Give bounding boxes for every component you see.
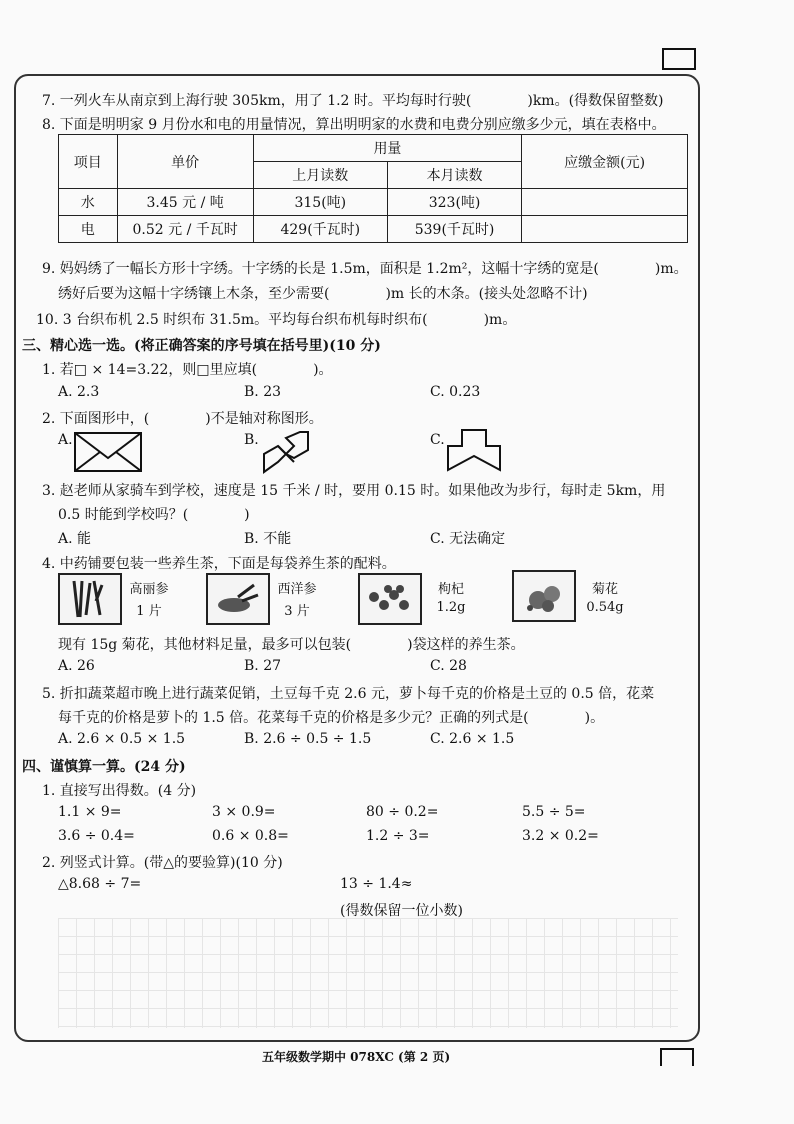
- choice-1-option-a: A. 2.3: [58, 384, 100, 400]
- choice-2-option-a: A.: [58, 432, 73, 448]
- chrysanthemum-image: [512, 570, 576, 622]
- calc-2-note: (得数保留一位小数): [340, 903, 463, 919]
- choice-1-option-c: C. 0.23: [430, 384, 481, 400]
- calc-item: 5.5 ÷ 5=: [522, 804, 586, 820]
- chrysanthemum-flower-icon: [514, 572, 574, 620]
- usage-table: [58, 134, 688, 243]
- herb-3-amount: 1.2g: [436, 600, 466, 615]
- choice-4-question-line2: 现有 15g 菊花，其他材料足量，最多可以包装( )袋这样的养生茶。: [58, 637, 525, 653]
- calc-2-left: △8.68 ÷ 7=: [58, 876, 142, 892]
- header-last-reading: 上月读数: [253, 162, 387, 189]
- american-ginseng-image: [206, 573, 270, 625]
- herb-4-amount: 0.54g: [586, 600, 624, 615]
- choice-4-option-b: B. 27: [244, 658, 282, 674]
- table-row-power: [59, 216, 688, 243]
- calc-item: 3 × 0.9=: [212, 804, 276, 820]
- choice-4-option-a: A. 26: [58, 658, 95, 674]
- cell-item: 水: [59, 189, 118, 216]
- goji-berries-icon: [360, 575, 420, 623]
- calc-item: 1.1 × 9=: [58, 804, 122, 820]
- cell-this: 323(吨): [387, 189, 521, 216]
- page-footer: 五年级数学期中 078XC (第 2 页): [262, 1050, 451, 1064]
- ginseng-image: [58, 573, 122, 625]
- calc-item: 80 ÷ 0.2=: [366, 804, 439, 820]
- question-8: 8. 下面是明明家 9 月份水和电的用量情况，算出明明家的水费和电费分别应缴多少元，填在表格中。: [42, 117, 666, 133]
- page-corner-mark-bottom: [660, 1048, 694, 1066]
- calc-1-title: 1. 直接写出得数。(4 分): [42, 783, 197, 799]
- choice-3-option-c: C. 无法确定: [430, 531, 506, 547]
- cell-last: 429(千瓦时): [253, 216, 387, 243]
- question-10: 10. 3 台织布机 2.5 时织布 31.5m。平均每台织布机每时织布( )m。: [36, 312, 517, 328]
- choice-2-option-c: C.: [430, 432, 445, 448]
- question-9-line1: 9. 妈妈绣了一幅长方形十字绣。十字绣的长是 1.5m，面积是 1.2m²，这幅十字绣的宽是( )m。: [42, 261, 688, 277]
- calc-item: 3.2 × 0.2=: [522, 828, 599, 844]
- choice-5-option-c: C. 2.6 × 1.5: [430, 731, 515, 747]
- herb-2-amount: 3 片: [284, 604, 310, 619]
- question-7: 7. 一列火车从南京到上海行驶 305km，用了 1.2 时。平均每时行驶( )km。(得数保留整数): [42, 93, 664, 109]
- cell-this: 539(千瓦时): [387, 216, 521, 243]
- herb-3-name: 枸杞: [437, 582, 464, 597]
- choice-5-option-a: A. 2.6 × 0.5 × 1.5: [58, 731, 186, 747]
- header-amount: 应缴金额(元): [522, 135, 688, 189]
- cell-price: 3.45 元 / 吨: [117, 189, 253, 216]
- goji-image: [358, 573, 422, 625]
- question-9-line2: 绣好后要为这幅十字绣镶上木条，至少需要( )m 长的木条。(接头处忽略不计): [58, 286, 588, 302]
- herb-2-name: 西洋参: [277, 582, 317, 597]
- calc-2-title: 2. 列竖式计算。(带△的要验算)(10 分): [42, 855, 283, 871]
- work-grid[interactable]: [58, 918, 678, 1028]
- herb-4-name: 菊花: [591, 582, 618, 597]
- header-usage: 用量: [253, 135, 522, 162]
- calc-item: 0.6 × 0.8=: [212, 828, 289, 844]
- choice-4-question: 4. 中药铺要包装一些养生茶，下面是每袋养生茶的配料。: [42, 556, 396, 572]
- choice-5-question-line1: 5. 折扣蔬菜超市晚上进行蔬菜促销，土豆每千克 2.6 元，萝卜每千克的价格是土豆的 0.5 倍，花菜: [42, 686, 655, 702]
- herb-1-amount: 1 片: [136, 604, 162, 619]
- herb-1-name: 高丽参: [129, 582, 169, 597]
- ginseng-root-icon: [60, 575, 120, 623]
- choice-2-option-b: B.: [244, 432, 259, 448]
- cell-last: 315(吨): [253, 189, 387, 216]
- cell-price: 0.52 元 / 千瓦时: [117, 216, 253, 243]
- choice-3-option-b: B. 不能: [244, 531, 292, 547]
- header-this-reading: 本月读数: [387, 162, 521, 189]
- cell-amount-water[interactable]: [522, 189, 688, 216]
- calc-item: 3.6 ÷ 0.4=: [58, 828, 135, 844]
- cell-amount-power[interactable]: [522, 216, 688, 243]
- choice-1-question: 1. 若□ × 14=3.22，则□里应填( )。: [42, 362, 333, 378]
- header-price: 单价: [117, 135, 253, 189]
- choice-4-option-c: C. 28: [430, 658, 467, 674]
- calc-2-right: 13 ÷ 1.4≈: [340, 876, 413, 892]
- choice-5-option-b: B. 2.6 ÷ 0.5 ÷ 1.5: [244, 731, 372, 747]
- choice-3-option-a: A. 能: [58, 531, 92, 547]
- choice-5-question-line2: 每千克的价格是萝卜的 1.5 倍。花菜每千克的价格是多少元？正确的列式是( )。: [58, 710, 605, 726]
- pinwheel-shape-figure: [260, 428, 312, 476]
- choice-2-question: 2. 下面图形中，( )不是轴对称图形。: [42, 411, 323, 427]
- choice-3-question-line2: 0.5 时能到学校吗？( ): [58, 507, 250, 523]
- section-3-title: 三、精心选一选。(将正确答案的序号填在括号里)(10 分): [22, 338, 381, 354]
- calc-item: 1.2 ÷ 3=: [366, 828, 430, 844]
- cell-item: 电: [59, 216, 118, 243]
- header-item: 项目: [59, 135, 118, 189]
- page-corner-mark: [662, 48, 696, 70]
- choice-3-question-line1: 3. 赵老师从家骑车到学校，速度是 15 千米 / 时，要用 0.15 时。如果他改为步行，每时走 5km，用: [42, 483, 666, 499]
- arrow-house-shape-figure: [446, 428, 502, 472]
- envelope-shape-figure: [74, 432, 142, 472]
- table-row-water: [59, 189, 688, 216]
- american-ginseng-slice-icon: [208, 575, 268, 623]
- section-4-title: 四、谨慎算一算。(24 分): [22, 759, 186, 775]
- choice-1-option-b: B. 23: [244, 384, 282, 400]
